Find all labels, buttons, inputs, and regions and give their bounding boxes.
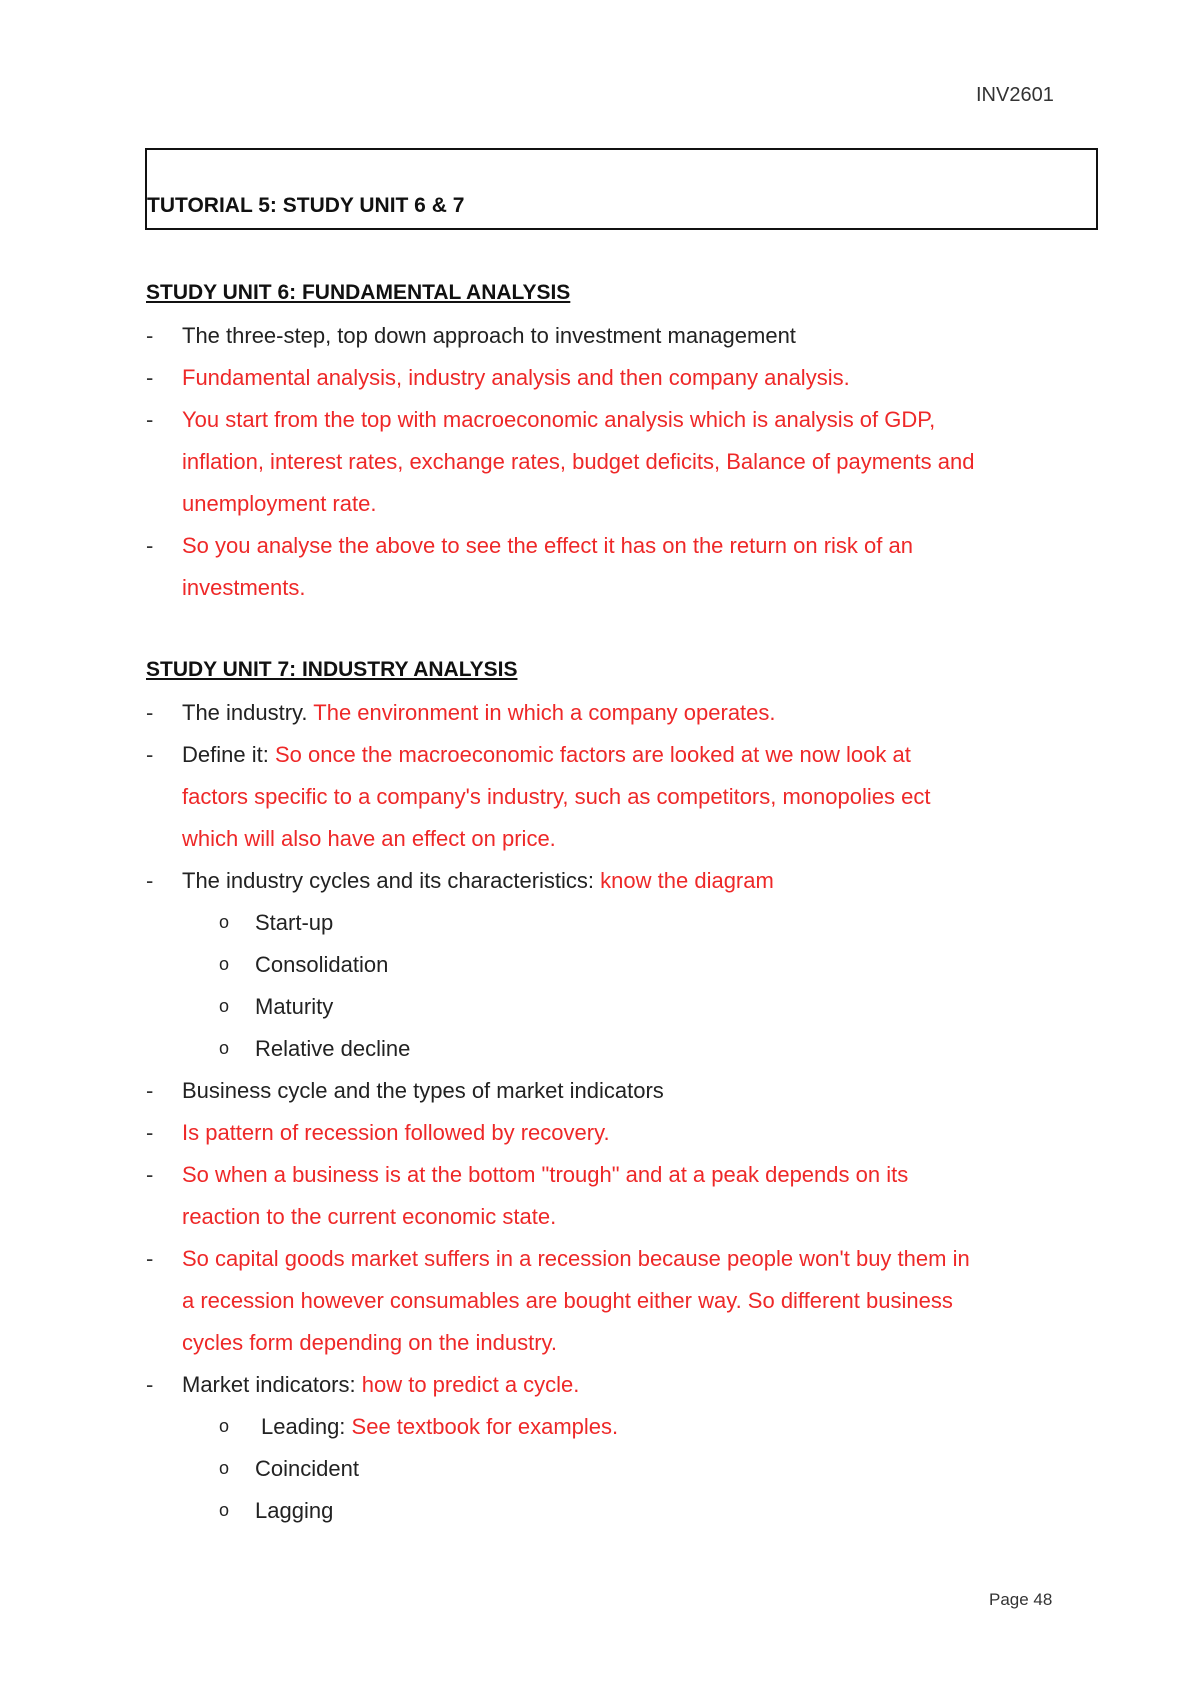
dash-marker: - <box>146 407 154 432</box>
bullet-marker: o <box>219 996 230 1016</box>
unit7-line6a: So when a business is at the bottom "trough" and at a peak depends on its <box>182 1162 909 1187</box>
dash-marker: - <box>146 1120 154 1145</box>
bullet-marker: o <box>219 1458 230 1478</box>
course-code: INV2601 <box>976 84 1054 106</box>
bullet-marker: o <box>219 1416 230 1436</box>
unit7-line4: Business cycle and the types of market indicators <box>182 1078 664 1103</box>
unit6-line1: The three-step, top down approach to investment management <box>182 323 796 348</box>
unit6-line4b: investments. <box>182 575 306 600</box>
dash-marker: - <box>146 1078 154 1103</box>
unit7-line2c: which will also have an effect on price. <box>182 826 556 851</box>
unit7-line2: Define it: So once the macroeconomic factors are looked at we now look at <box>182 742 911 767</box>
bullet-marker: o <box>219 1038 230 1058</box>
unit7-line5: Is pattern of recession followed by recovery. <box>182 1120 610 1145</box>
dash-marker: - <box>146 868 154 893</box>
unit7-line7c: cycles form depending on the industry. <box>182 1330 558 1355</box>
unit7-line7a: So capital goods market suffers in a recession because people won't buy them in <box>182 1246 970 1271</box>
indicator-leading: Leading: See textbook for examples. <box>261 1414 619 1439</box>
unit6-line2: Fundamental analysis, industry analysis and then company analysis. <box>182 365 850 390</box>
page-title: TUTORIAL 5: STUDY UNIT 6 & 7 <box>147 194 465 217</box>
dash-marker: - <box>146 1372 154 1397</box>
unit6-line3c: unemployment rate. <box>182 491 377 516</box>
title-box <box>145 148 1098 230</box>
unit6-line3b: inflation, interest rates, exchange rates, budget deficits, Balance of payments and <box>182 449 975 474</box>
dash-marker: - <box>146 1162 154 1187</box>
unit6-line4a: So you analyse the above to see the effect it has on the return on risk of an <box>182 533 913 558</box>
unit6-line3a: You start from the top with macroeconomic analysis which is analysis of GDP, <box>182 407 936 432</box>
page-number: Page 48 <box>989 1590 1053 1609</box>
unit7-line7b: a recession however consumables are bought either way. So different business <box>182 1288 953 1313</box>
dash-marker: - <box>146 700 154 725</box>
dash-marker: - <box>146 742 154 767</box>
cycle-item: Consolidation <box>255 952 389 977</box>
unit7-line6b: reaction to the current economic state. <box>182 1204 557 1229</box>
section-heading-unit6: STUDY UNIT 6: FUNDAMENTAL ANALYSIS <box>146 281 571 304</box>
unit7-line8: Market indicators: how to predict a cycle. <box>182 1372 580 1397</box>
cycle-item: Maturity <box>255 994 334 1019</box>
bullet-marker: o <box>219 954 230 974</box>
section-heading-unit7: STUDY UNIT 7: INDUSTRY ANALYSIS <box>146 658 518 681</box>
cycle-item: Start-up <box>255 910 334 935</box>
dash-marker: - <box>146 365 154 390</box>
bullet-marker: o <box>219 912 230 932</box>
indicator-lagging: Lagging <box>255 1498 334 1523</box>
bullet-marker: o <box>219 1500 230 1520</box>
dash-marker: - <box>146 533 154 558</box>
indicator-coincident: Coincident <box>255 1456 359 1481</box>
unit7-line3: The industry cycles and its characteristics: know the diagram <box>182 868 774 893</box>
unit7-line2b: factors specific to a company's industry, such as competitors, monopolies ect <box>182 784 931 809</box>
dash-marker: - <box>146 323 154 348</box>
unit7-line1: The industry. The environment in which a company operates. <box>182 700 776 725</box>
cycle-item: Relative decline <box>255 1036 411 1061</box>
dash-marker: - <box>146 1246 154 1271</box>
